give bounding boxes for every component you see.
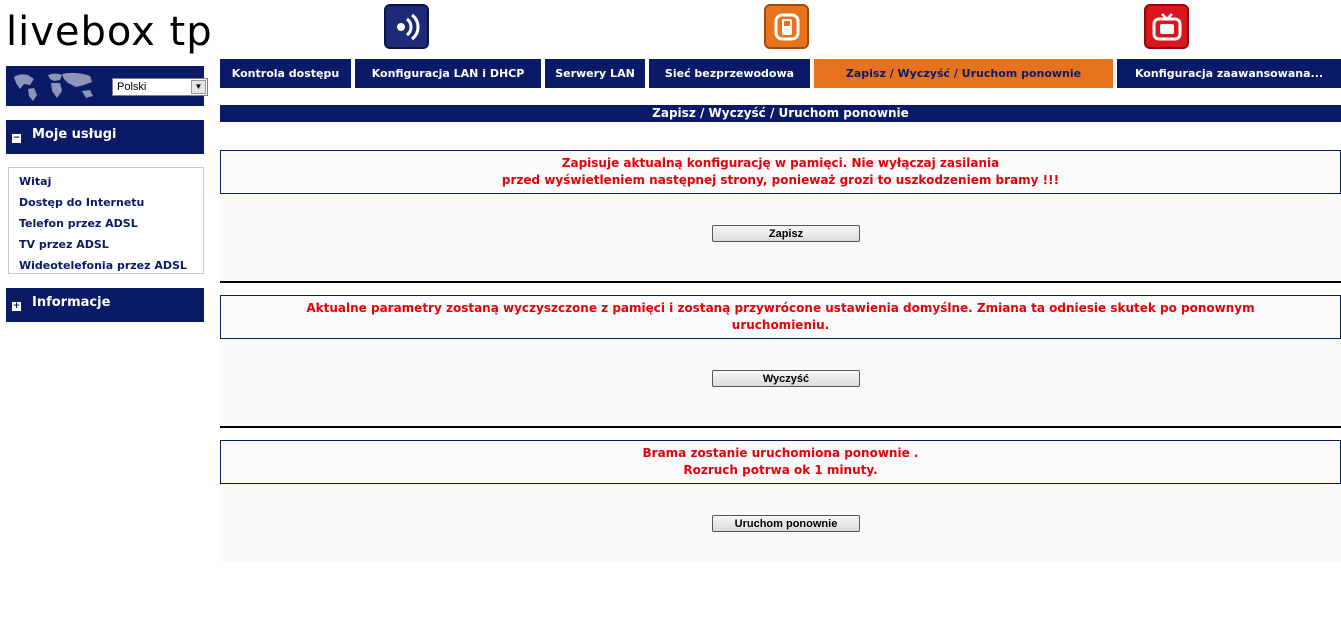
internet-icon[interactable]: [384, 4, 429, 49]
clear-warning-message: [220, 295, 1341, 339]
sidebar-services-label: Moje usługi: [32, 127, 117, 142]
language-select[interactable]: [112, 78, 208, 96]
save-warning-line2: przed wyświetleniem następnej strony, ponieważ grozi to uszkodzeniem bramy !!!: [501, 173, 1060, 187]
tab-save-clear-reboot[interactable]: Zapisz / Wyczyść / Uruchom ponownie: [814, 59, 1113, 88]
reboot-warning-message: [220, 440, 1341, 484]
sidebar-item-witaj[interactable]: Witaj: [19, 175, 52, 188]
tab-wireless[interactable]: Sieć bezprzewodowa: [649, 59, 810, 88]
world-map-icon: [10, 69, 100, 103]
language-panel: [6, 66, 204, 106]
phone-icon[interactable]: [764, 4, 809, 49]
section-divider: [220, 426, 1341, 428]
livebox-logo: livebox tp: [6, 9, 213, 55]
reboot-warning-line2: Rozruch potrwa ok 1 minuty.: [683, 463, 878, 477]
save-button[interactable]: Zapisz: [712, 225, 860, 242]
save-warning-message: [220, 150, 1341, 194]
page-title: Zapisz / Wyczyść / Uruchom ponownie: [220, 105, 1341, 122]
sidebar-item-tv[interactable]: TV przez ADSL: [19, 238, 109, 251]
tv-icon[interactable]: [1144, 4, 1189, 49]
tab-lan-servers[interactable]: Serwery LAN: [545, 59, 645, 88]
sidebar-item-internet[interactable]: Dostęp do Internetu: [19, 196, 145, 209]
sidebar-info-header[interactable]: [6, 288, 204, 322]
clear-button[interactable]: Wyczyść: [712, 370, 860, 387]
reboot-warning-line1: Brama zostanie uruchomiona ponownie .: [642, 446, 919, 460]
expand-icon[interactable]: +: [12, 301, 21, 311]
sidebar-services-list: [8, 167, 204, 274]
sidebar-info-label: Informacje: [32, 295, 111, 310]
tab-access-control[interactable]: Kontrola dostępu: [220, 59, 351, 88]
tab-advanced-config[interactable]: Konfiguracja zaawansowana...: [1117, 59, 1341, 88]
tab-lan-dhcp[interactable]: Konfiguracja LAN i DHCP: [355, 59, 541, 88]
clear-warning-line1: Aktualne parametry zostaną wyczyszczone z pamięci i zostaną przywrócone ustawienia domyślne. Zmiana ta odniesie skutek po ponownym: [306, 301, 1255, 315]
chevron-down-icon[interactable]: ▼: [191, 80, 206, 94]
save-warning-line1: Zapisuje aktualną konfigurację w pamięci. Nie wyłączaj zasilania: [561, 156, 1000, 170]
clear-warning-line2: uruchomieniu.: [731, 318, 830, 332]
sidebar-item-videophone[interactable]: Wideotelefonia przez ADSL: [19, 259, 187, 272]
sidebar-services-header[interactable]: [6, 120, 204, 154]
section-divider: [220, 281, 1341, 283]
sidebar-item-phone[interactable]: Telefon przez ADSL: [19, 217, 138, 230]
reboot-button[interactable]: Uruchom ponownie: [712, 515, 860, 532]
language-select-value: Polski: [117, 81, 147, 93]
collapse-icon[interactable]: −: [12, 133, 21, 143]
